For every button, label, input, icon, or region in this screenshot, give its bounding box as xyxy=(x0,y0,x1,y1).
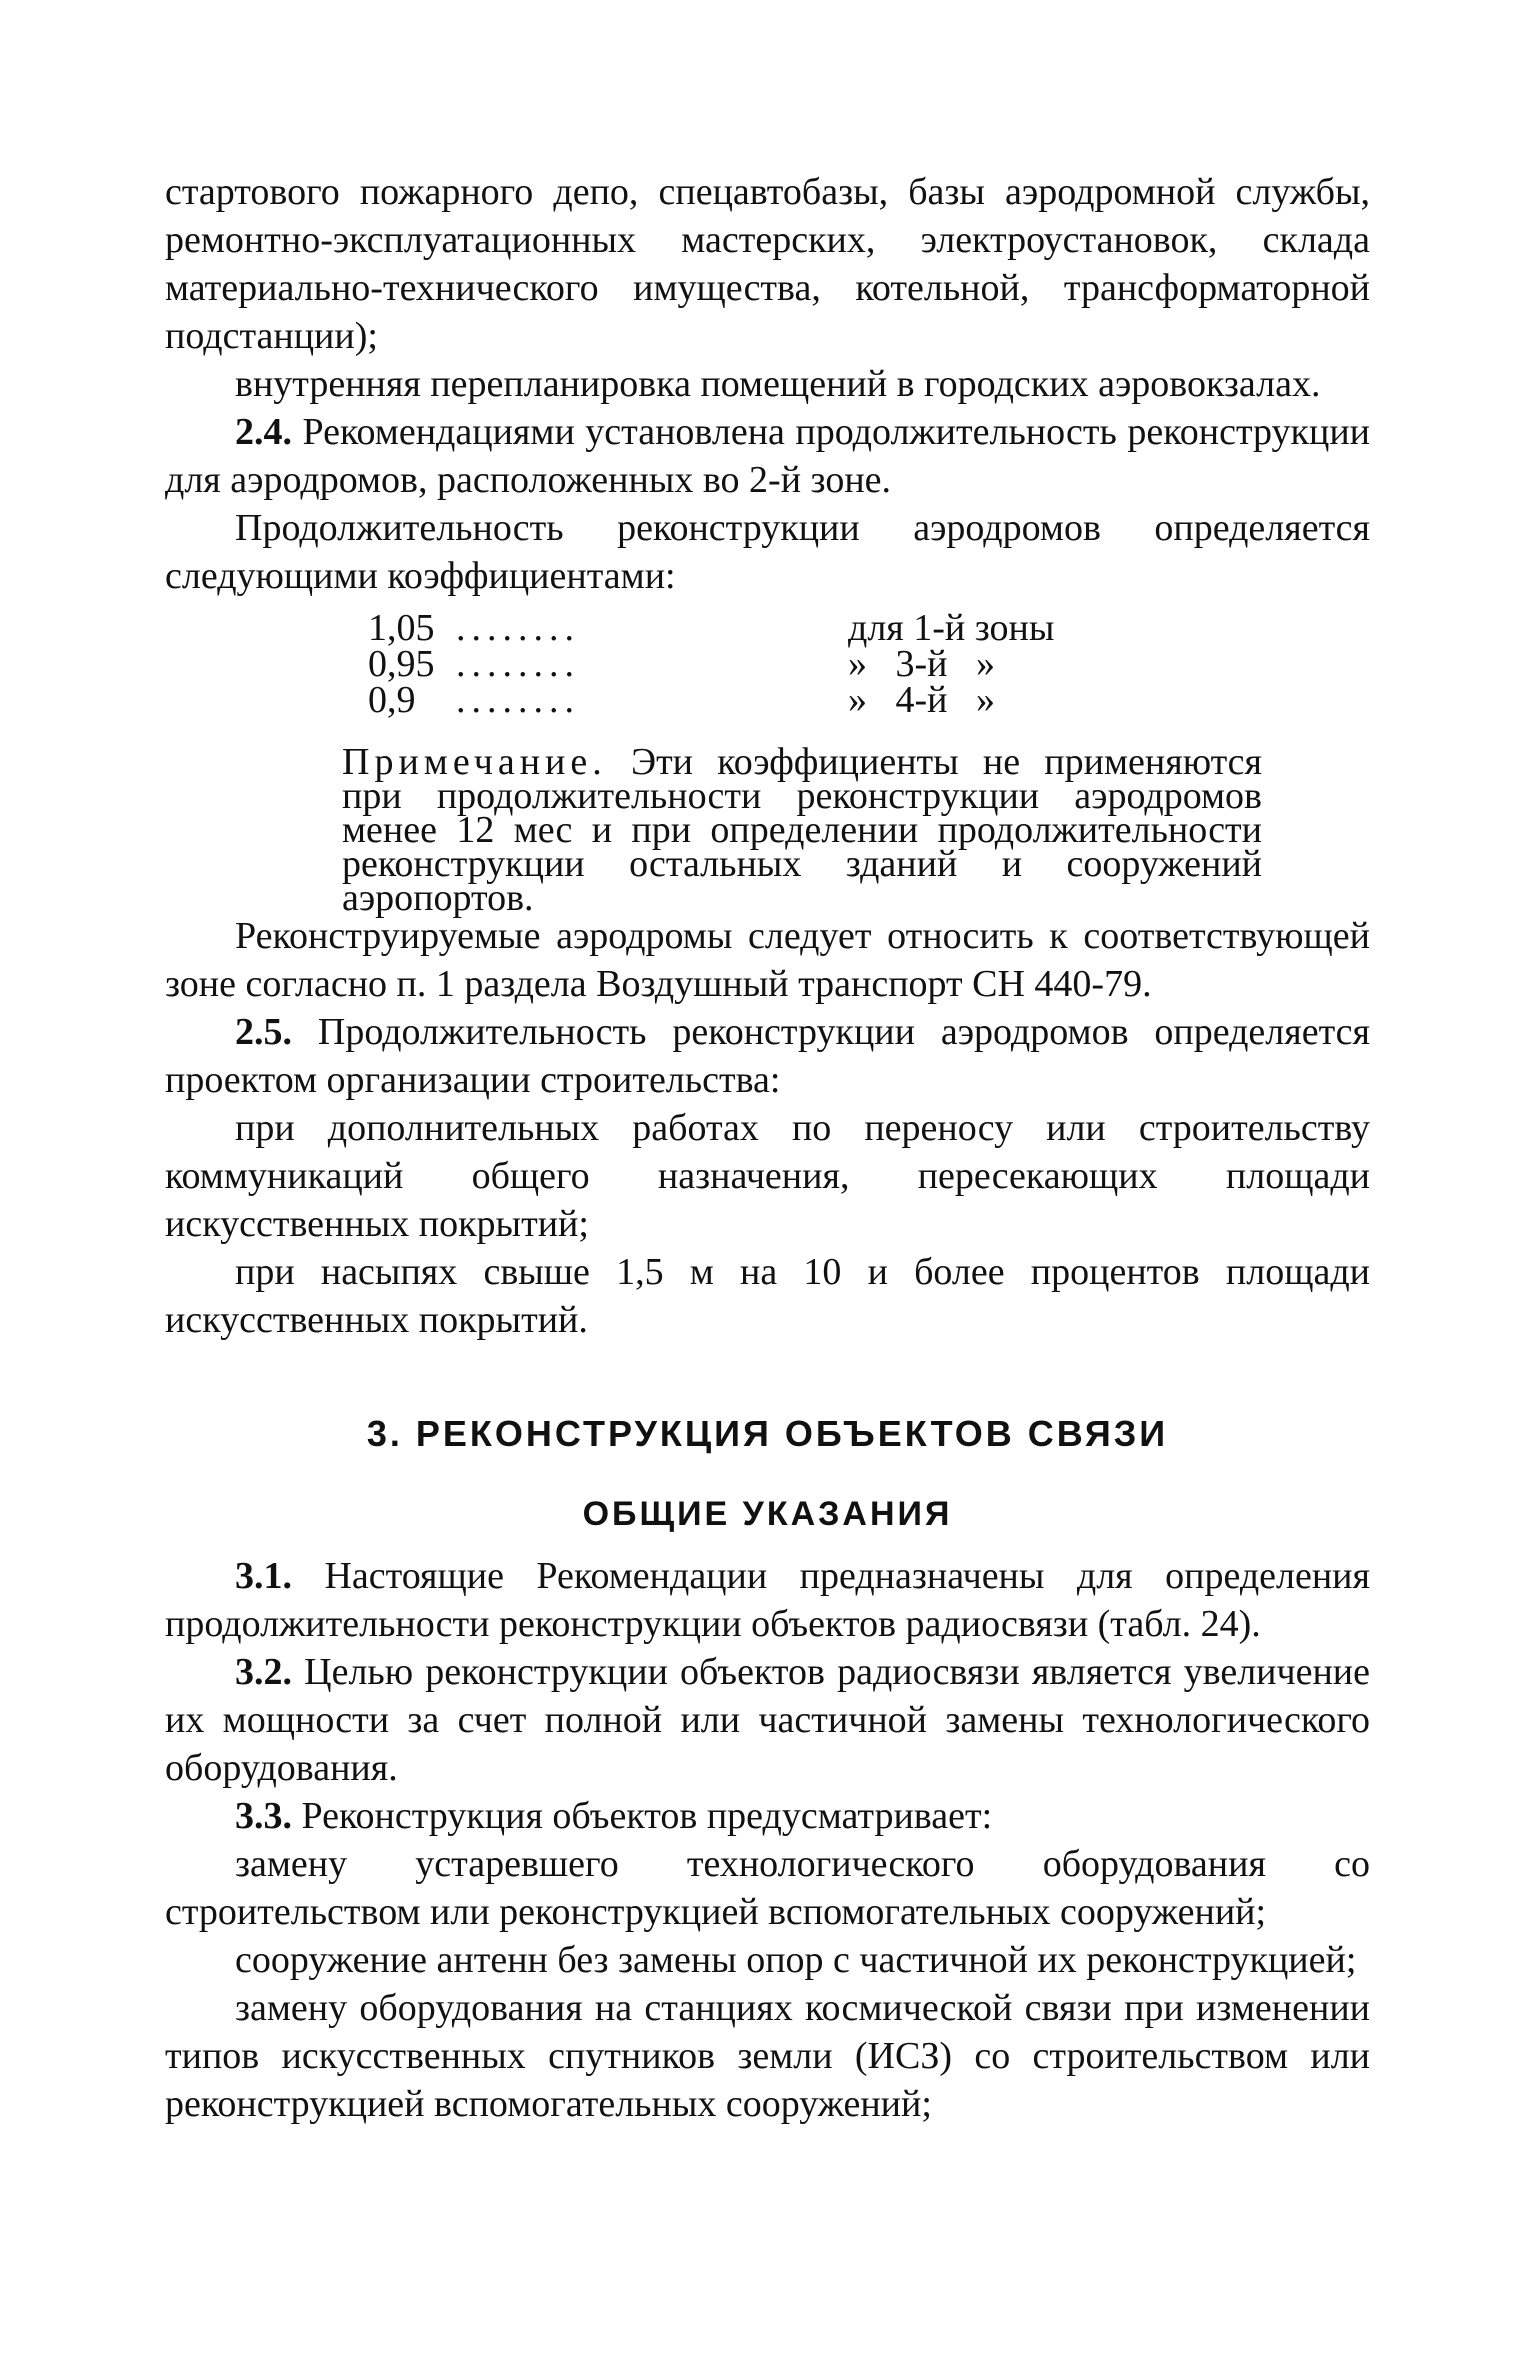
top-text-block xyxy=(165,168,1370,600)
paragraph-3-3 xyxy=(165,1792,1370,1840)
leader-dots: ........ xyxy=(456,607,580,649)
coefficient-value: 1,05 xyxy=(368,607,435,649)
paragraph-number: 2.5. xyxy=(235,1011,292,1053)
coefficient-value: 0,95 xyxy=(368,643,435,685)
leader-dots: ........ xyxy=(456,643,580,685)
paragraph-number: 3.1. xyxy=(235,1555,292,1597)
paragraph-continuation: стартового пожарного депо, спецавтобазы, базы аэродромной службы, ремонтно-эксплуатационных мастерских, электроустановок, склада материально-технического имущества, котельной, трансформаторной подстанции); xyxy=(165,171,1370,357)
bottom-text-block xyxy=(165,1552,1370,2128)
coefficient-row xyxy=(368,679,1118,721)
list-item: замену оборудования на станциях космической связи при изменении типов искусственных спутников земли (ИСЗ) со строительством или реконструкцией вспомогательных сооружений; xyxy=(165,1987,1370,2125)
paragraph-2-4 xyxy=(165,408,1370,504)
paragraph-2-4-coefficients-intro: Продолжительность реконструкции аэродромов определяется следующими коэффициентами: xyxy=(165,507,1370,597)
coefficients-list xyxy=(368,607,1118,721)
paragraph-replanning: внутренняя перепланировка помещений в городских аэровокзалах. xyxy=(235,363,1321,405)
paragraph-3-2 xyxy=(165,1648,1370,1792)
leader-dots: ........ xyxy=(456,679,580,721)
coefficient-row xyxy=(368,607,1118,649)
coefficient-zone: » 4-й » xyxy=(848,679,995,721)
list-item: при дополнительных работах по переносу или строительству коммуникаций общего назначения, пересекающих площади искусственных покрытий; xyxy=(165,1107,1370,1245)
paragraph-text: Настоящие Рекомендации предназначены для определения продолжительности реконструкции объектов радиосвязи (табл. 24). xyxy=(165,1555,1370,1645)
paragraph-2-5 xyxy=(165,1008,1370,1104)
subsection-title: ОБЩИЕ УКАЗАНИЯ xyxy=(582,1495,953,1533)
list-item: сооружение антенн без замены опор с частичной их реконструкцией; xyxy=(235,1939,1357,1981)
paragraph-text: Реконструкция объектов предусматривает: xyxy=(301,1795,993,1837)
note-block xyxy=(342,741,1263,919)
paragraph-3-1 xyxy=(165,1552,1370,1648)
paragraph-zone-assignment: Реконструируемые аэродромы следует относить к соответствующей зоне согласно п. 1 раздела Воздушный транспорт СН 440-79. xyxy=(165,915,1370,1005)
middle-text-block xyxy=(165,912,1370,1344)
coefficient-row xyxy=(368,643,1118,685)
section-title: 3. РЕКОНСТРУКЦИЯ ОБЪЕКТОВ СВЯЗИ xyxy=(366,1413,1169,1454)
list-item: при насыпях свыше 1,5 м на 10 и более процентов площади искусственных покрытий. xyxy=(165,1251,1370,1341)
coefficient-zone: для 1-й зоны xyxy=(848,607,1055,649)
paragraph-text: Рекомендациями установлена продолжительность реконструкции для аэродромов, расположенных во 2-й зоне. xyxy=(165,411,1370,501)
paragraph-number: 2.4. xyxy=(235,411,292,453)
note-label: Примечание. xyxy=(342,741,607,783)
coefficient-zone: » 3-й » xyxy=(848,643,995,685)
paragraph-number: 3.2. xyxy=(235,1651,292,1693)
coefficient-value: 0,9 xyxy=(368,679,416,721)
note-text: Эти коэффициенты не применяются при продолжительности реконструкции аэродромов менее 12 мес и при определении продолжительности реконструкции остальных зданий и сооружений аэропортов. xyxy=(342,741,1263,919)
paragraph-text: Продолжительность реконструкции аэродромов определяется проектом организации строительства: xyxy=(165,1011,1371,1101)
list-item: замену устаревшего технологического оборудования со строительством или реконструкцией вспомогательных сооружений; xyxy=(165,1843,1370,1933)
paragraph-number: 3.3. xyxy=(235,1795,292,1837)
paragraph-text: Целью реконструкции объектов радиосвязи является увеличение их мощности за счет полной или частичной замены технологического оборудования. xyxy=(165,1651,1371,1789)
